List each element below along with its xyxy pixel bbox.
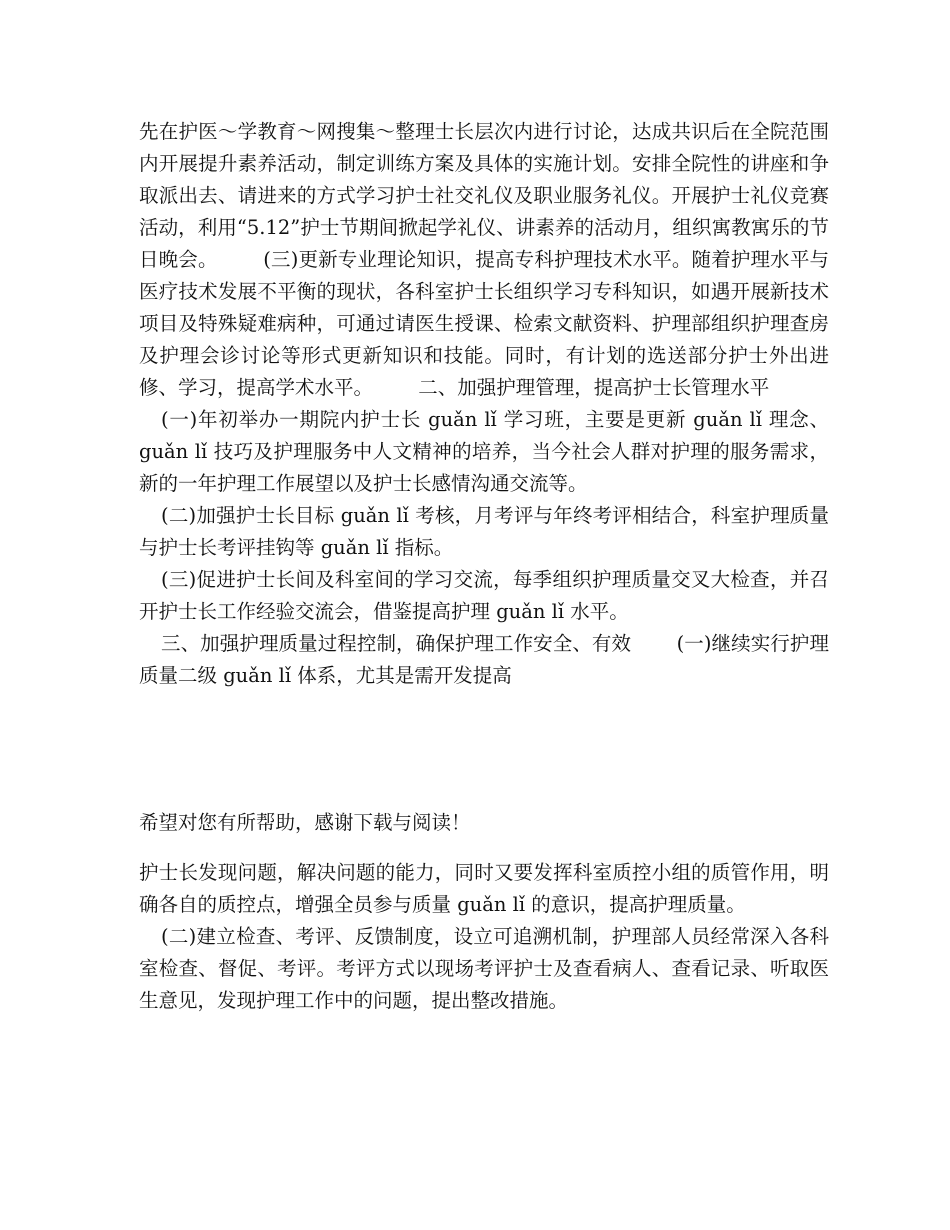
paragraph-quality-control: 三、加强护理质量过程控制，确保护理工作安全、有效 (一)继续实行护理质量二级 guǎn lǐ 体系，尤其是需开发提高 (139, 632, 829, 687)
paragraph-head-nurse-training: (一)年初举办一期院内护士长 guǎn lǐ 学习班，主要是更新 guǎn lǐ 理念、guǎn lǐ 技巧及护理服务中人文精神的培养，当今社会人群对护理的服务需求，新的一年护理工作展望以及护士长感情沟通交流等。 (139, 408, 829, 495)
paragraph-head-nurse-assessment: (二)加强护士长目标 guǎn lǐ 考核，月考评与年终考评相结合，科室护理质量与护士长考评挂钩等 guǎn lǐ 指标。 (139, 504, 829, 559)
body-text-bottom (139, 857, 829, 1017)
paragraph-exchange: (三)促进护士长间及科室间的学习交流，每季组织护理质量交叉大检查，并召开护士长工作经验交流会，借鉴提高护理 guǎn lǐ 水平。 (139, 568, 829, 623)
body-text-top (139, 116, 829, 692)
closing-thanks-line: 希望对您有所帮助，感谢下载与阅读！ (139, 811, 471, 834)
paragraph-quality-training: 先在护医～学教育～网搜集～整理士长层次内进行讨论，达成共识后在全院范围内开展提升素养活动，制定训练方案及具体的实施计划。安排全院性的讲座和争取派出去、请进来的方式学习护士社交礼仪及职业服务礼仪。开展护士礼仪竞赛活动，利用“5.12”护士节期间掀起学礼仪、讲素养的活动月，组织寓教寓乐的节日晚会。 (三)更新专业理论知识，提高专科护理技术水平。随着护理水平与医疗技术发展不平衡的现状，各科室护士长组织学习专科知识，如遇开展新技术项目及特殊疑难病种，可通过请医生授课、检索文献资料、护理部组织护理查房及护理会诊讨论等形式更新知识和技能。同时，有计划的选送部分护士外出进修、学习，提高学术水平。 二、加强护理管理，提高护士长管理水平 (139, 120, 829, 399)
paragraph-inspection-system: (二)建立检查、考评、反馈制度，设立可追溯机制，护理部人员经常深入各科室检查、督促、考评。考评方式以现场考评护士及查看病人、查看记录、听取医生意见，发现护理工作中的问题，提出整改措施。 (139, 925, 829, 1012)
paragraph-quality-improvement: 护士长发现问题，解决问题的能力，同时又要发挥科室质控小组的质管作用，明确各自的质控点，增强全员参与质量 guǎn lǐ 的意识，提高护理质量。 (139, 861, 829, 916)
